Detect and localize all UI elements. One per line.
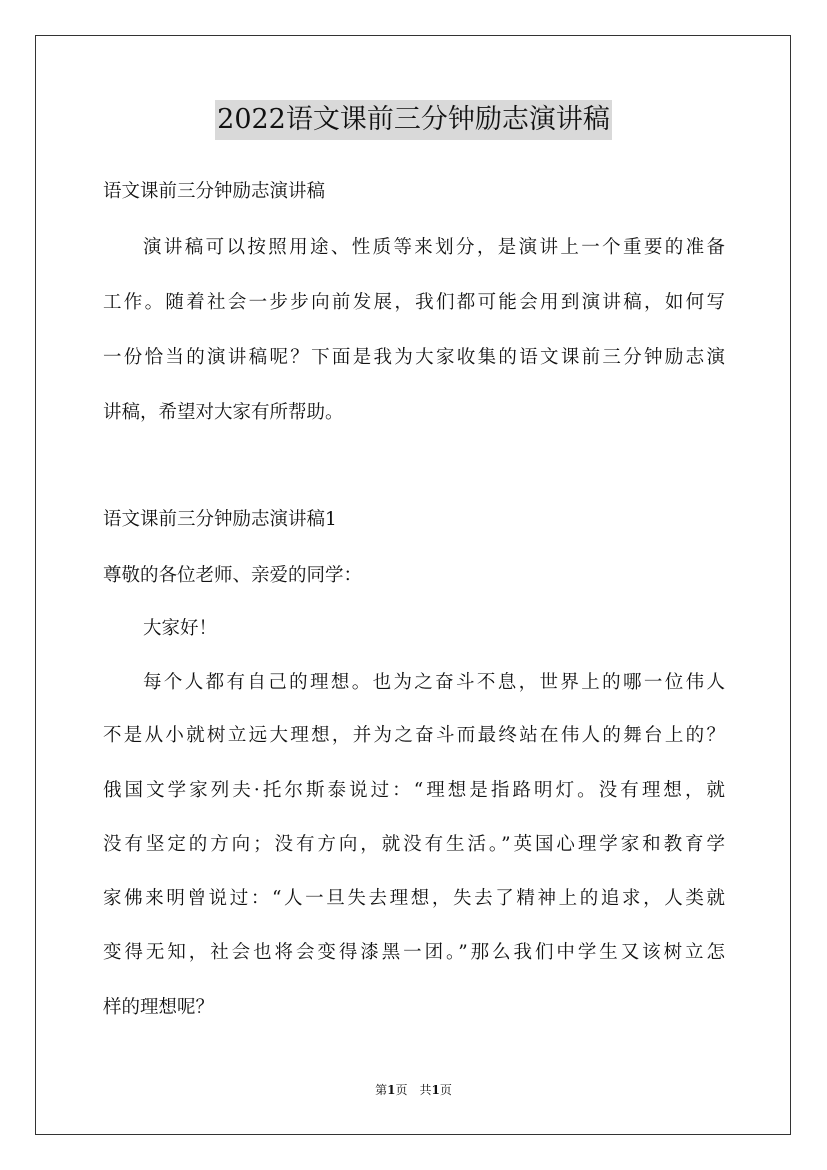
section-title: 语文课前三分钟励志演讲稿1 xyxy=(103,509,337,530)
footer-mid: 页 共 xyxy=(395,1083,432,1097)
body-line-4: 没有坚定的方向；没有方向，就没有生活。”英国心理学家和教育学 xyxy=(103,834,725,855)
intro-line-3: 一份恰当的演讲稿呢？下面是我为大家收集的语文课前三分钟励志演 xyxy=(103,347,725,368)
document-title: 2022语文课前三分钟励志演讲稿 xyxy=(215,100,612,140)
salutation: 尊敬的各位老师、亲爱的同学： xyxy=(103,565,363,586)
footer-suffix: 页 xyxy=(439,1083,452,1097)
title-container xyxy=(0,100,827,140)
body-line-7: 样的理想呢？ xyxy=(103,997,215,1018)
body-line-1: 每个人都有自己的理想。也为之奋斗不息，世界上的哪一位伟人 xyxy=(143,672,725,693)
body-line-2: 不是从小就树立远大理想，并为之奋斗而最终站在伟人的舞台上的？ xyxy=(103,725,725,746)
intro-line-4: 讲稿，希望对大家有所帮助。 xyxy=(103,402,344,423)
body-line-5: 家佛来明曾说过：“人一旦失去理想，失去了精神上的追求，人类就 xyxy=(103,888,725,909)
body-line-6: 变得无知，社会也将会变得漆黑一团。”那么我们中学生又该树立怎 xyxy=(103,942,725,963)
footer-page-current: 1 xyxy=(387,1083,396,1097)
intro-line-2: 工作。随着社会一步步向前发展，我们都可能会用到演讲稿，如何写 xyxy=(103,292,725,313)
page-footer xyxy=(0,1082,827,1098)
footer-page-total: 1 xyxy=(431,1083,440,1097)
document-heading: 语文课前三分钟励志演讲稿 xyxy=(103,181,326,202)
body-line-3: 俄国文学家列夫·托尔斯泰说过：“理想是指路明灯。没有理想，就 xyxy=(103,780,725,801)
greeting: 大家好！ xyxy=(143,618,218,639)
intro-line-1: 演讲稿可以按照用途、性质等来划分，是演讲上一个重要的准备 xyxy=(143,237,725,258)
footer-prefix: 第 xyxy=(375,1083,388,1097)
